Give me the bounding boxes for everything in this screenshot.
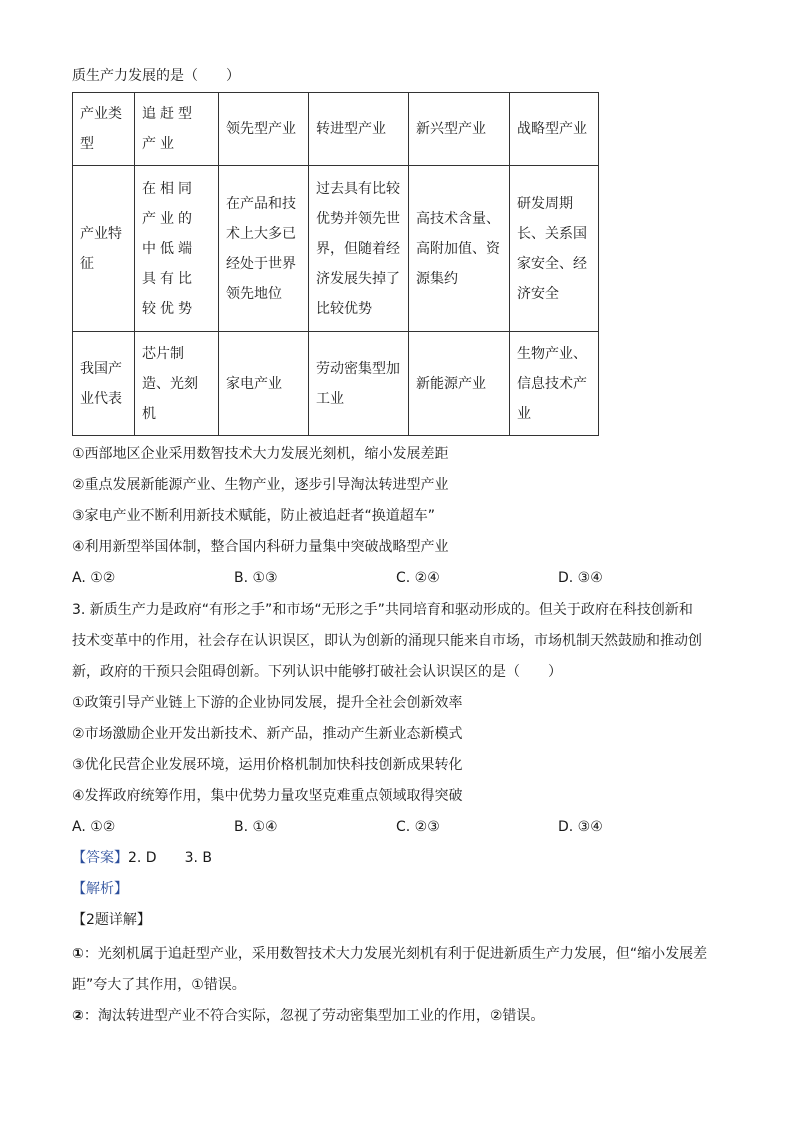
table-cell: 在相同产业的中低端具有比较优势	[135, 166, 219, 332]
detail-text: ：光刻机属于追赶型产业，采用数智技术大力发展光刻机有利于促进新质生产力发展，但“缩小发展差	[83, 946, 708, 962]
q3-choice-a: A. ①②	[72, 819, 116, 835]
q2-option: ②重点发展新能源产业、生物产业，逐步引导淘汰转进型产业	[72, 477, 449, 493]
header-cell: 产业类型	[73, 93, 135, 166]
table-cell: 新能源产业	[409, 332, 510, 436]
q3-option: ①政策引导产业链上下游的企业协同发展，提升全社会创新效率	[72, 695, 463, 711]
q3-choice-c: C. ②③	[396, 819, 440, 835]
q2-choice-a: A. ①②	[72, 570, 116, 586]
q2-choice-d: D. ③④	[558, 570, 603, 586]
q2-option: ④利用新型举国体制，整合国内科研力量集中突破战略型产业	[72, 539, 449, 555]
q3-option: ③优化民营企业发展环境，运用价格机制加快科技创新成果转化	[72, 757, 463, 773]
q2-choice-b: B. ①③	[234, 570, 278, 586]
answer-line	[72, 848, 212, 868]
analysis-label: 【解析】	[72, 881, 128, 897]
table-cell: 劳动密集型加工业	[309, 332, 409, 436]
table-cell: 在产品和技术上大多已经处于世界领先地位	[219, 166, 309, 332]
table-cell: 研发周期长、关系国家安全、经济安全	[510, 166, 599, 332]
header-cell: 领先型产业	[219, 93, 309, 166]
table-cell: 芯片制造、光刻机	[135, 332, 219, 436]
q3-stem-line: 3. 新质生产力是政府“有形之手”和市场“无形之手”共同培育和驱动形成的。但关于政府在科技创新和	[72, 602, 693, 618]
detail-mark: ②	[72, 1008, 84, 1024]
detail-text: ：淘汰转进型产业不符合实际，忽视了劳动密集型加工业的作用，②错误。	[83, 1008, 545, 1024]
detail-mark: ①	[72, 946, 84, 962]
industry-table	[72, 92, 599, 436]
q3-choice-b: B. ①④	[234, 819, 278, 835]
q3-stem-line: 新，政府的干预只会阻碍创新。下列认识中能够打破社会认识误区的是（ ）	[72, 664, 562, 680]
q3-choice-d: D. ③④	[558, 819, 603, 835]
q3-option: ④发挥政府统筹作用，集中优势力量攻坚克难重点领域取得突破	[72, 788, 463, 804]
table-row-representatives	[73, 332, 599, 436]
table-cell: 高技术含量、高附加值、资源集约	[409, 166, 510, 332]
answer-values: 2. D 3. B	[128, 850, 212, 866]
header-cell: 追赶型产业	[135, 93, 219, 166]
table-row-features	[73, 166, 599, 332]
table-cell: 过去具有比较优势并领先世界，但随着经济发展失掉了比较优势	[309, 166, 409, 332]
q3-option: ②市场激励企业开发出新技术、新产品，推动产生新业态新模式	[72, 726, 463, 742]
q2-choice-c: C. ②④	[396, 570, 440, 586]
answer-label: 【答案】	[72, 850, 128, 866]
table-cell: 生物产业、信息技术产业	[510, 332, 599, 436]
detail-title: 【2题详解】	[72, 912, 151, 928]
header-cell: 战略型产业	[510, 93, 599, 166]
question-intro: 质生产力发展的是（ ）	[72, 68, 240, 84]
table-header-row	[73, 93, 599, 166]
table-cell: 我国产业代表	[73, 332, 135, 436]
detail-paragraph-2	[72, 1006, 544, 1026]
table-cell: 家电产业	[219, 332, 309, 436]
header-cell: 新兴型产业	[409, 93, 510, 166]
header-cell: 转进型产业	[309, 93, 409, 166]
detail-paragraph-1-cont: 距”夸大了其作用，①错误。	[72, 977, 246, 993]
table-cell: 产业特征	[73, 166, 135, 332]
q2-option: ①西部地区企业采用数智技术大力发展光刻机，缩小发展差距	[72, 446, 449, 462]
detail-paragraph-1	[72, 944, 707, 964]
q2-option: ③家电产业不断利用新技术赋能，防止被追赶者“换道超车”	[72, 508, 436, 524]
q3-stem-line: 技术变革中的作用，社会存在认识误区，即认为创新的涌现只能来自市场，市场机制天然鼓励和推动创	[72, 633, 702, 649]
